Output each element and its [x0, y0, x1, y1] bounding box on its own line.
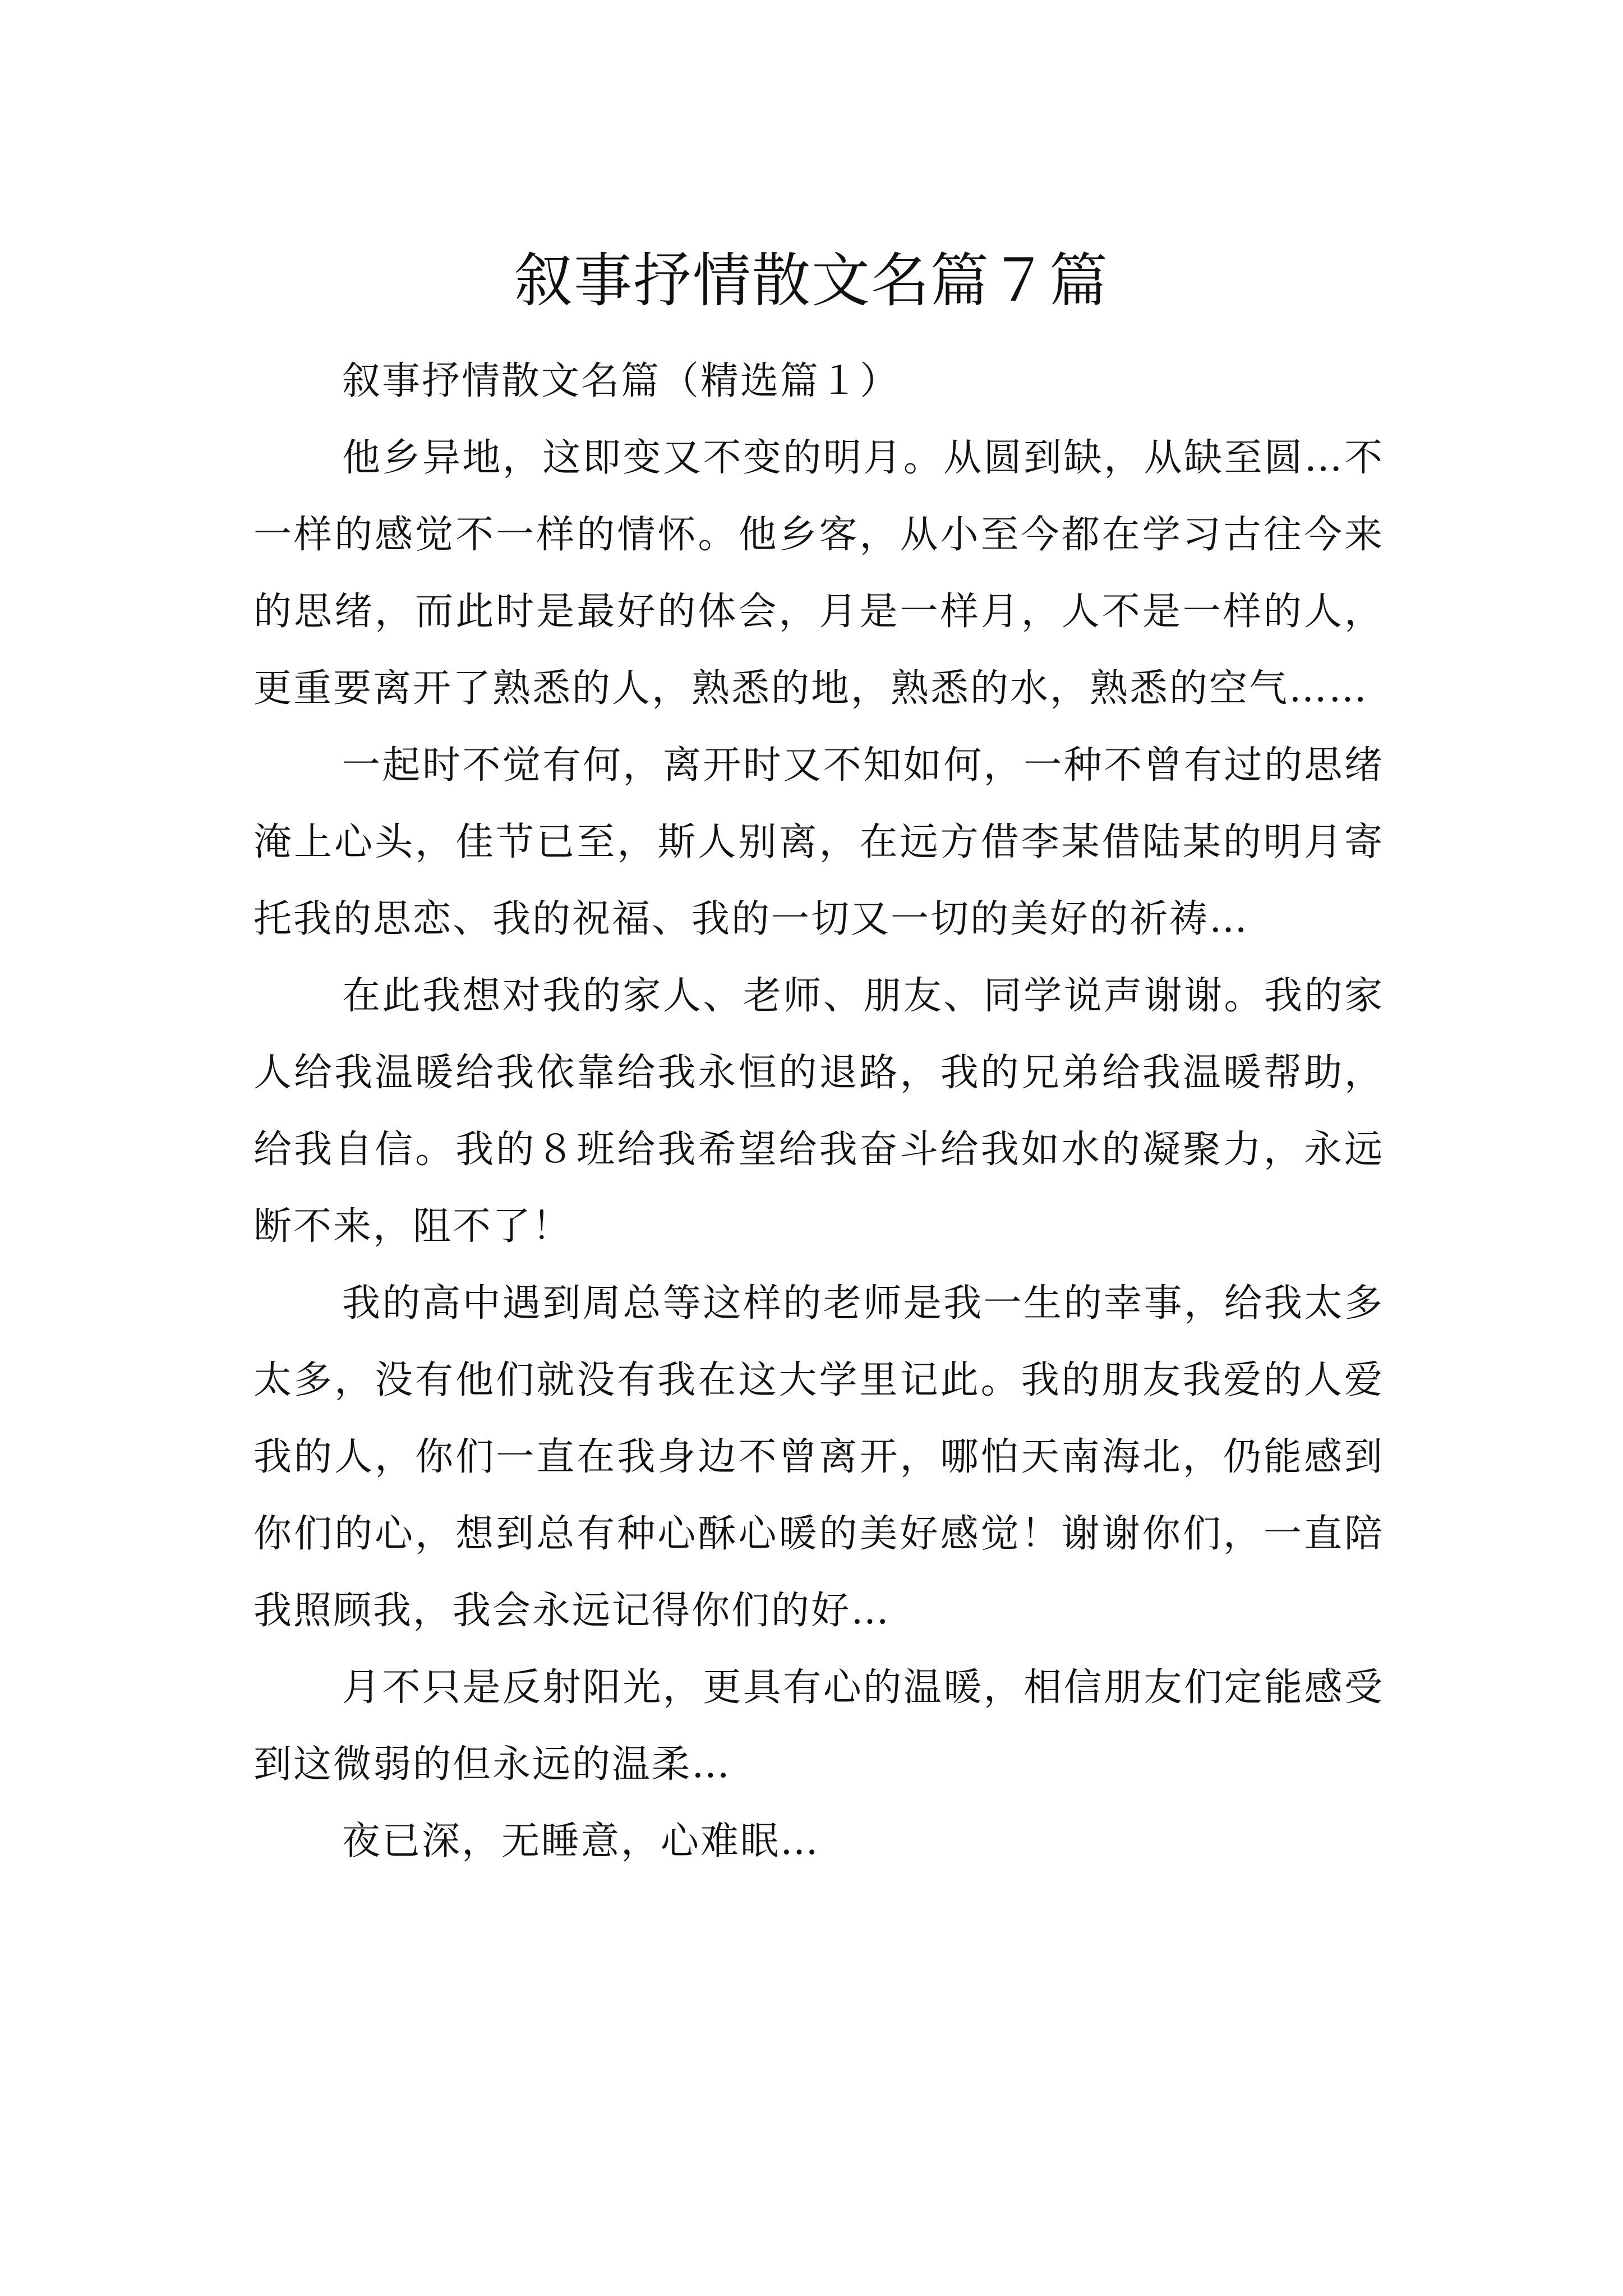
section-heading: 叙事抒情散文名篇（精选篇１） — [342, 359, 900, 403]
paragraph: 他乡异地，这即变又不变的明月。从圆到缺，从缺至圆…不一样的感觉不一样的情怀。他乡客，从小至今都在学习古往今来的思绪，而此时是最好的体会，月是一样月，人不是一样的人，更重要离开了熟悉的人，熟悉的地，熟悉的水，熟悉的空气…… — [253, 436, 1384, 711]
paragraph: 月不只是反射阳光，更具有心的温暖，相信朋友们定能感受到这微弱的但永远的温柔… — [253, 1665, 1384, 1787]
paragraph: 在此我想对我的家人、老师、朋友、同学说声谢谢。我的家人给我温暖给我依靠给我永恒的退路，我的兄弟给我温暖帮助，给我自信。我的８班给我希望给我奋斗给我如水的凝聚力，永远断不来，阻不了！ — [253, 974, 1384, 1249]
paragraph: 一起时不觉有何，离开时又不知如何，一种不曾有过的思绪淹上心头，佳节已至，斯人别离，在远方借李某借陆某的明月寄托我的思恋、我的祝福、我的一切又一切的美好的祈祷… — [253, 743, 1384, 941]
document-body — [253, 343, 1384, 1880]
document-title: 叙事抒情散文名篇７篇 — [514, 246, 1109, 315]
paragraph: 夜已深，无睡意，心难眠… — [342, 1819, 820, 1864]
paragraph: 我的高中遇到周总等这样的老师是我一生的幸事，给我太多太多，没有他们就没有我在这大学里记此。我的朋友我爱的人爱我的人，你们一直在我身边不曾离开，哪怕天南海北，仍能感到你们的心，想到总有种心酥心暖的美好感觉！谢谢你们，一直陪我照顾我，我会永远记得你们的好… — [253, 1281, 1384, 1633]
